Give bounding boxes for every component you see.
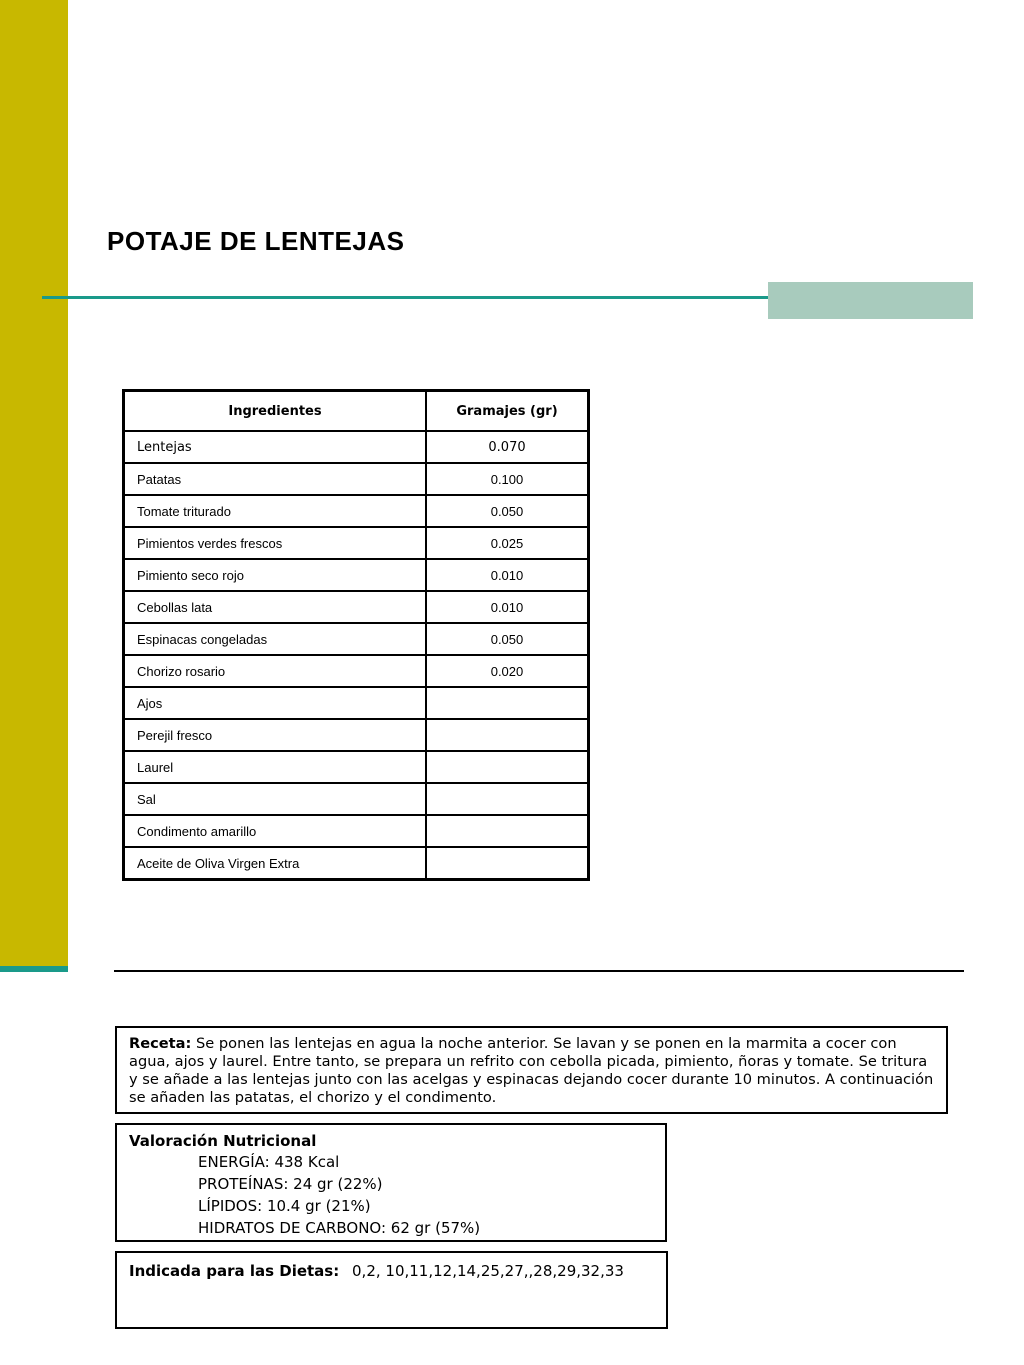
ingredient-gram bbox=[426, 815, 589, 847]
diets-box bbox=[115, 1251, 668, 1329]
table-row bbox=[124, 751, 589, 783]
ingredient-name: Espinacas congeladas bbox=[124, 623, 427, 655]
ingredient-gram bbox=[426, 847, 589, 880]
table-row bbox=[124, 527, 589, 559]
table-row bbox=[124, 463, 589, 495]
ingredient-gram: 0.010 bbox=[426, 559, 589, 591]
ingredient-name: Cebollas lata bbox=[124, 591, 427, 623]
table-row bbox=[124, 783, 589, 815]
table-row bbox=[124, 719, 589, 751]
header-ingredients: Ingredientes bbox=[124, 391, 427, 432]
nutrition-proteins: PROTEÍNAS: 24 gr (22%) bbox=[198, 1175, 383, 1193]
ingredient-name: Perejil fresco bbox=[124, 719, 427, 751]
table-row bbox=[124, 591, 589, 623]
ingredient-name: Ajos bbox=[124, 687, 427, 719]
recipe-label: Receta: bbox=[129, 1035, 192, 1052]
ingredient-name: Patatas bbox=[124, 463, 427, 495]
ingredient-name: Pimiento seco rojo bbox=[124, 559, 427, 591]
nutrition-energy: ENERGÍA: 438 Kcal bbox=[198, 1153, 340, 1171]
recipe-text: Se ponen las lentejas en agua la noche anterior. Se lavan y se ponen en la marmita a cocer con agua, ajos y laurel. Entre tanto, se prepara un refrito con cebolla picada, pimiento, ñoras y tomate. Se tritura y se añade a las lentejas junto con las acelgas y espinacas dejando cocer durante 10 minutos. A continuación se añaden las patatas, el chorizo y el condimento. bbox=[129, 1035, 934, 1106]
ingredient-name: Sal bbox=[124, 783, 427, 815]
ingredient-name: Tomate triturado bbox=[124, 495, 427, 527]
table-row bbox=[124, 495, 589, 527]
table-row bbox=[124, 431, 589, 463]
table-row bbox=[124, 559, 589, 591]
nutrition-lipids: LÍPIDOS: 10.4 gr (21%) bbox=[198, 1197, 371, 1215]
ingredient-name: Chorizo rosario bbox=[124, 655, 427, 687]
ingredient-gram: 0.100 bbox=[426, 463, 589, 495]
ingredient-name: Laurel bbox=[124, 751, 427, 783]
ingredient-gram: 0.020 bbox=[426, 655, 589, 687]
ingredient-gram bbox=[426, 751, 589, 783]
ingredient-name: Pimientos verdes frescos bbox=[124, 527, 427, 559]
section-divider bbox=[114, 970, 964, 972]
nutrition-box bbox=[115, 1123, 667, 1242]
ingredient-gram: 0.050 bbox=[426, 495, 589, 527]
title-accent-block bbox=[768, 282, 973, 319]
table-header-row bbox=[124, 391, 589, 432]
nutrition-carbs: HIDRATOS DE CARBONO: 62 gr (57%) bbox=[198, 1219, 481, 1237]
ingredient-gram: 0.025 bbox=[426, 527, 589, 559]
table-row bbox=[124, 815, 589, 847]
ingredient-gram bbox=[426, 783, 589, 815]
ingredient-gram bbox=[426, 687, 589, 719]
table-row bbox=[124, 847, 589, 880]
ingredient-name: Aceite de Oliva Virgen Extra bbox=[124, 847, 427, 880]
nutrition-heading: Valoración Nutricional bbox=[129, 1132, 317, 1150]
diets-label: Indicada para las Dietas: bbox=[129, 1262, 340, 1280]
sidebar-accent bbox=[0, 966, 68, 972]
ingredient-gram: 0.070 bbox=[426, 431, 589, 463]
header-gramajes: Gramajes (gr) bbox=[426, 391, 589, 432]
sidebar-decoration bbox=[0, 0, 68, 968]
recipe-box bbox=[115, 1026, 948, 1114]
ingredient-gram: 0.010 bbox=[426, 591, 589, 623]
table-row bbox=[124, 655, 589, 687]
ingredient-gram bbox=[426, 719, 589, 751]
page-title: POTAJE DE LENTEJAS bbox=[107, 226, 405, 256]
table-row bbox=[124, 623, 589, 655]
table-row bbox=[124, 687, 589, 719]
ingredient-gram: 0.050 bbox=[426, 623, 589, 655]
ingredient-name: Condimento amarillo bbox=[124, 815, 427, 847]
ingredients-table bbox=[122, 389, 590, 881]
ingredient-name: Lentejas bbox=[124, 431, 427, 463]
diets-value: 0,2, 10,11,12,14,25,27,,28,29,32,33 bbox=[352, 1262, 624, 1280]
